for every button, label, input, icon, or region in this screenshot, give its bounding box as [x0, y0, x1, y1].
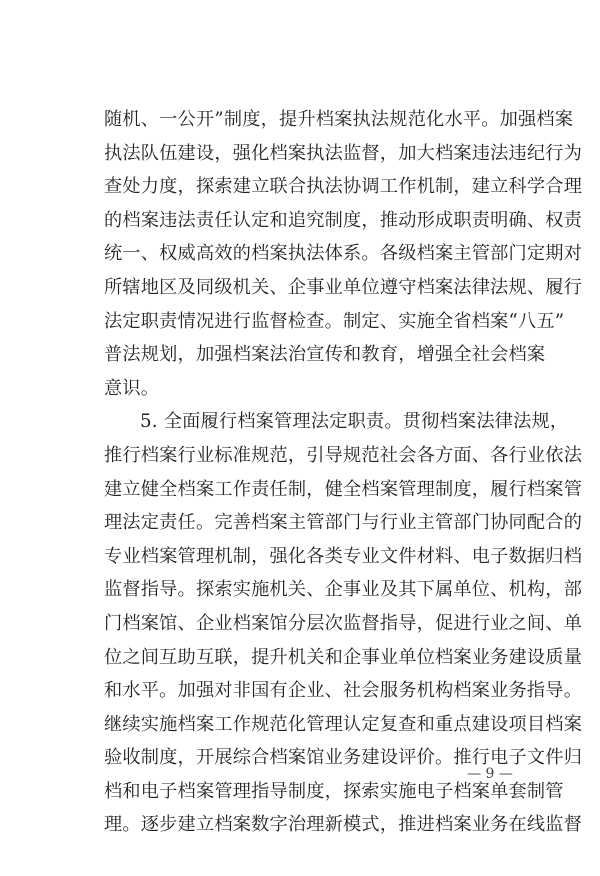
text-line: 执法队伍建设，强化档案执法监督，加大档案违法违纪行为 [104, 142, 583, 164]
body-text [104, 103, 583, 876]
section-heading-line: 5. 全面履行档案管理法定职责。贯彻档案法律法规， [140, 411, 569, 433]
text-line: 继续实施档案工作规范化管理认定复查和重点建设项目档案 [104, 713, 583, 735]
text-line: 和水平。加强对非国有企业、社会服务机构档案业务指导。 [104, 680, 583, 702]
text-line: 建立健全档案工作责任制，健全档案管理制度，履行档案管 [104, 478, 583, 500]
text-line: 法定职责情况进行监督检查。制定、实施全省档案“八五” [104, 310, 565, 332]
text-line: 查处力度，探索建立联合执法协调工作机制，建立科学合理 [104, 176, 583, 198]
text-line: 监督指导。探索实施机关、企事业及其下属单位、机构，部 [104, 579, 583, 601]
text-line: 推行档案行业标准规范，引导规范社会各方面、各行业依法 [104, 444, 583, 466]
page-number: — 9 — [467, 766, 513, 782]
text-line: 专业档案管理机制，强化各类专业文件材料、电子数据归档 [104, 545, 583, 567]
text-line: 理。逐步建立档案数字治理新模式，推进档案业务在线监督 [104, 814, 583, 836]
text-line: 意识。 [104, 377, 160, 399]
text-line: 统一、权威高效的档案执法体系。各级档案主管部门定期对 [104, 243, 583, 265]
text-line: 位之间互助互联，提升机关和企事业单位档案业务建设质量 [104, 646, 583, 668]
text-line: 理法定责任。完善档案主管部门与行业主管部门协同配合的 [104, 512, 583, 534]
text-line [104, 842, 524, 876]
text-line: 随机、一公开”制度，提升档案执法规范化水平。加强档案 [104, 109, 574, 130]
text-line: 所辖地区及同级机关、企事业单位遵守档案法律法规、履行 [104, 276, 583, 298]
text-line: 验收制度，开展综合档案馆业务建设评价。推行电子文件归 [104, 747, 583, 769]
text-line: 门档案馆、企业档案馆分层次监督指导，促进行业之间、单 [104, 612, 583, 634]
text-line: 普法规划，加强档案法治宣传和教育，增强全社会档案 [104, 344, 546, 366]
text-line: 的档案违法责任认定和追究制度，推动形成职责明确、权责 [104, 209, 583, 231]
text-line: 档和电子档案管理指导制度，探索实施电子档案单套制管 [104, 780, 564, 802]
